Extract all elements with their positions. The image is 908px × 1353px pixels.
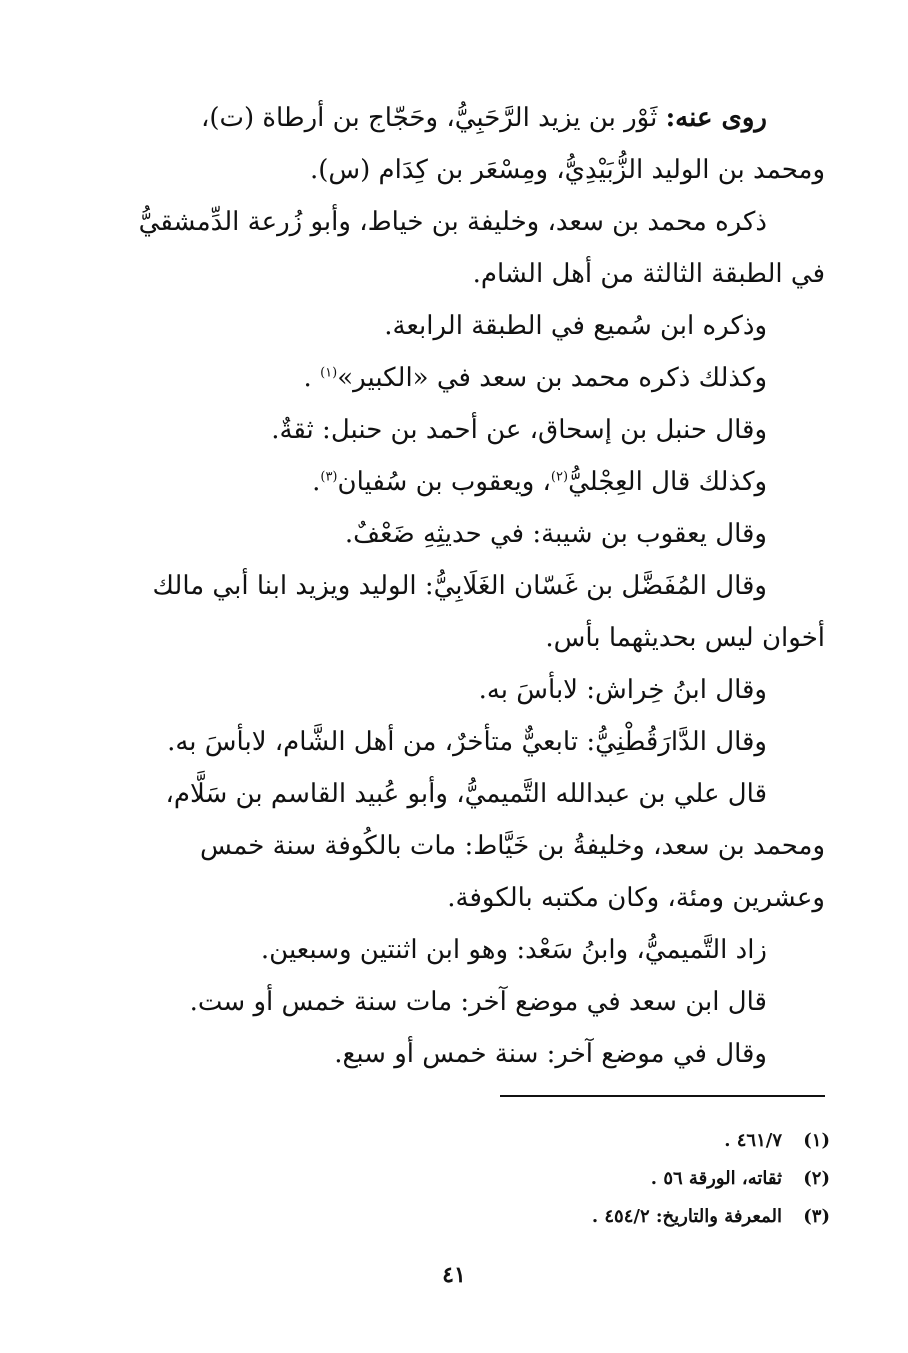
paragraph-text: وقال المُفَضَّل بن غَسّان الغَلَابِيُّ: الوليد ويزيد ابنا أبي مالك أخوان ليس بحديثهما بأس. [152, 571, 825, 653]
footnote-text: المعرفة والتاريخ: ٤٥٤/٢ . [591, 1206, 782, 1227]
paragraph-text: قال ابن سعد في موضع آخر: مات سنة خمس أو ست. [189, 987, 767, 1017]
footnote-number: (٣) [803, 1206, 830, 1227]
paragraph-hanbal [125, 404, 825, 456]
paragraph-text: وكذلك ذكره محمد بن سعد في «الكبير» [337, 363, 767, 393]
paragraph-text: وكذلك قال العِجْليُّ [568, 467, 767, 497]
footnote-text: ثقاته، الورقة ٥٦ . [650, 1168, 782, 1189]
paragraph-text: وذكره ابن سُميع في الطبقة الرابعة. [384, 311, 767, 341]
paragraph-text: وقال في موضع آخر: سنة خمس أو سبع. [334, 1039, 767, 1069]
footnotes [300, 1122, 830, 1236]
lead-phrase: روى عنه: [665, 103, 767, 133]
footnote-ref-1[interactable]: (١) [320, 365, 338, 381]
paragraph-text: وقال يعقوب بن شيبة: في حديثِهِ ضَعْفٌ. [344, 519, 767, 549]
paragraph-yaqub-shayba [125, 508, 825, 560]
footnote-2 [300, 1160, 830, 1198]
footnote-3 [300, 1198, 830, 1236]
paragraph-text-tail: . [312, 467, 321, 497]
page-number: ٤١ [442, 1262, 466, 1288]
paragraph-alt-death-1 [125, 976, 825, 1028]
paragraph-al-ijli [125, 456, 825, 508]
footnote-1 [300, 1122, 830, 1160]
paragraph-ibn-sumay [125, 300, 825, 352]
paragraph-ibn-khirash [125, 664, 825, 716]
paragraph-daraqutni [125, 716, 825, 768]
paragraph-ibn-saad-mention [125, 196, 825, 300]
footnote-number: (٢) [803, 1168, 830, 1189]
paragraph-al-kabir [125, 352, 825, 404]
paragraph-al-ghalabi [125, 560, 825, 664]
paragraph-text: ثَوْر بن يزيد الرَّحَبِيُّ، وحَجّاج بن أرطاة (ت)، ومحمد بن الوليد الزُّبَيْدِيُّ، ومِسْعَر بن كِدَام (س). [200, 103, 825, 185]
paragraph-text: قال علي بن عبدالله التَّميميُّ، وأبو عُبيد القاسم بن سَلَّام، ومحمد بن سعد، وخليفةُ بن خَيَّاط: مات بالكُوفة سنة خمس وعشرين ومئة، وكان مكتبه بالكوفة. [165, 779, 825, 913]
footnote-ref-2[interactable]: (٢) [550, 469, 569, 485]
paragraph-age [125, 924, 825, 976]
paragraph-text: وقال الدَّارَقُطْنِيُّ: تابعيٌّ متأخرٌ، من أهل الشَّام، لابأسَ به. [167, 727, 767, 757]
paragraph-alt-death-2 [125, 1028, 825, 1080]
paragraph-text: زاد التَّميميُّ، وابنُ سَعْد: وهو ابن اثنتين وسبعين. [260, 935, 767, 965]
paragraph-narrators [125, 92, 825, 196]
footnote-divider [500, 1095, 825, 1097]
paragraph-text: وقال حنبل بن إسحاق، عن أحمد بن حنبل: ثقةٌ. [271, 415, 767, 445]
footnote-number: (١) [803, 1130, 830, 1151]
footnote-text: ٤٦١/٧ . [724, 1130, 782, 1151]
footnote-ref-3[interactable]: (٣) [320, 469, 338, 485]
paragraph-text-middle: ، ويعقوب بن سُفيان [337, 467, 551, 497]
paragraph-text: وقال ابنُ خِراش: لابأسَ به. [478, 675, 767, 705]
main-text [125, 92, 825, 1080]
paragraph-text-tail: . [303, 363, 321, 393]
paragraph-text: ذكره محمد بن سعد، وخليفة بن خياط، وأبو زُرعة الدِّمشقيُّ في الطبقة الثالثة من أهل الشام. [138, 207, 825, 289]
paragraph-death-date [125, 768, 825, 924]
